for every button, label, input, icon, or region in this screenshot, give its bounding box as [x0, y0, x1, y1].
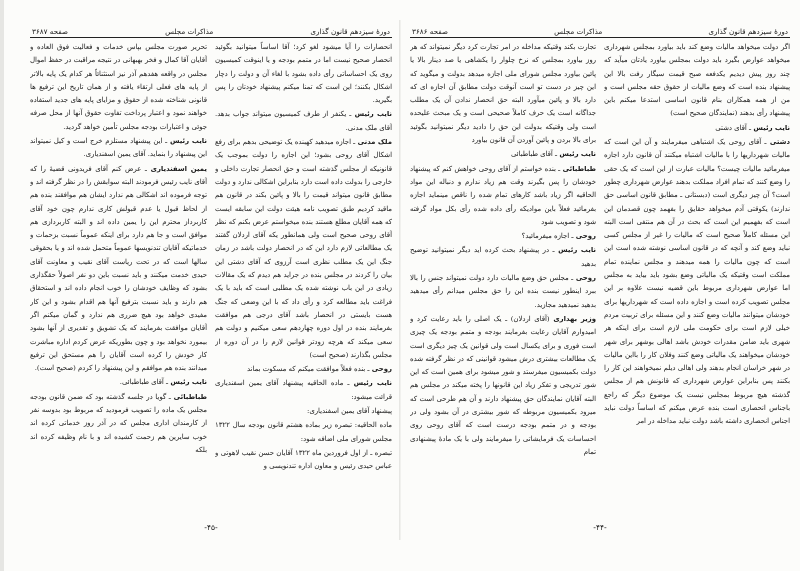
speech-paragraph [410, 148, 596, 161]
paragraph-text: (آقای اردلان) ـ یک اصلی را باید رعایت کرد و امیدوارم آقایان رعایت بفرمایند بودجه و متمم بودجه یک چیزی است فوری و برای یکسال است ولی قوانین یک چیز دیگری است یک مطالعات بیشتری درش میشود قوانینی که در نظر گرفته شده دولت بکمیسیون میفرستد و شور میشود برای همین است که این شور تدریجی و تفکر زیاد این قانونها را پخته میکند در مجلس هم البته آقایان نمایندگان حق پیشنهاد دارند و آن هم طرحی است که میرود بکمیسیون مربوطه که شور بیشتری در آن بشود ولی در بودجه و در متمم بودجه درست است که آقای روحی روی احساسات یک فرمایشاتی را میفرمایند ولی با یک مادهٔ پیشنهادی تمام [410, 314, 596, 456]
speech-paragraph [30, 376, 207, 389]
right-page-left-column [410, 41, 596, 519]
paragraph-text: ـ آقای طباطبائی. [119, 378, 169, 387]
speech-paragraph [410, 272, 596, 312]
right-page-right-column [604, 41, 790, 519]
speaker-name: ملک مدنی [355, 138, 392, 147]
right-page-folio: -۴۴- [593, 523, 607, 532]
speaker-name: نایب رئیس [168, 378, 207, 387]
paragraph-text: ـ بنده فعلاً موافقت میکنم که مسکوت بماند [246, 365, 370, 374]
paragraph-text: ـ اجازه میدهید کهبنده یک توضیحی بدهم برای رفع اشکال آقای روحی بشود؛ این اجازه را دولت بموجب یک قانونیکه از مجلس گذشته است و حق انحصار تجارت داخلی و خارجی را بدولت داده است دارد بنابراین اشکالی ندارد و دولت مطابق قانون میتواند قیمت را بالا و پائین بکند در قانون هم ماقید کردیم طبق تصویب نامه هیئت دولت این سابقه ایست که همه آقایان مطلع هستند بنده میخواستم عرض بکنم که نظر آقای روحی صحیح است ولی همانطور یکه آقای اردلان گفتند یک مطالعاتی لازم دارد این که در انحصار دولت باشد در زمان جنگ این یک مطلب نظری است آرزوی که آقای دشتی این بیان را کردند در مجلس بنده در جراید هم دیدم که یک مقالات زیادی در این باب نوشته شده یک مطلبی است که باید با یک فراغت باید مطالعه کرد و رأی داد که با این وضعی که جنگ هست بایستی در انحصار باشد آقای درجی هم موافقت بفرمایند بنده در اول دوره چهاردهم سعی میکنیم و دولت هم سعی میکند که هرچه زودتر قوانین لازم را در آن دوره از مجلس بگذارند (صحیح است) [215, 138, 392, 359]
paragraph-text: ـ در پیشنهاد بحث کرده اید دیگر نمیتوانید توضیح بدهید [410, 246, 596, 268]
text-paragraph [215, 41, 392, 107]
speech-paragraph [410, 244, 596, 271]
text-paragraph [30, 41, 207, 134]
left-page-columns [30, 41, 392, 519]
text-paragraph [215, 405, 392, 418]
speech-paragraph [410, 163, 596, 229]
paragraph-text: ـ آقای روحی یک اشتباهی میفرمایند و آن این است که مالیات شهرداریها را با مالیات اشتباه میکنند آن قانون دارد اجازه میفرمائید مالیات چیست؟ مالیات عبارت از این است که یک حقی را وضع کنند که تمام افراد مملکت بدهند عوارض شهرداری چطور است؟ آن چیز دیگری است (دبستانی ـ مطابق قانون اساسی حق ندارند) یکوقتی آدم میخواهد حقایق را بفهمد چون قصدمان این است که بفهمیم این است که بحث در آن هم منتفی است البته این مسئله کاملاً صحیح است که مالیات را غیر از مجلس کسی نباید وضع کند و آنچه که در قانون اساسی نوشته شده است این است که چون مالیات را همه میدهند و مجلس نماینده تمام مملکت است وقتیکه یک مالیاتی وضع بشود باید بیاید به مجلس اما عوارض شهرداری مربوط باین قضیه نیست علاوه بر این مجلس تصویب کرده است و اجازه داده است که شهرداریها برای خودشان میتوانند مالیات وضع کنند و این مسئله برای تربیت مردم خیلی لازم است برای حکومت ملی لازم است برای اینکه هر شهری باید ضامن مقدرات خودش باشد اهالی بوشهر برای شهر خودشان میخواهند یک مالیاتی وضع کنند وفلان کار را بااین مالیات در شهر خراسان انجام بدهند ولی اهالی دیلم نمیخواهند این کار را بکنند پس بنابراین عوارض شهرداری که قانونش هم از مجلس گذشته هیچ مربوط بمجلس نیست یک موضوع دیگر که راجع باجناس انحصاری است بنده عرض میکنم که اساساً دولت نباید اجناس انحصاری داشته باشد دولت نباید مداخله در امر [604, 138, 790, 426]
speaker-name: نایب رئیس [349, 379, 392, 388]
speaker-name: روحی [573, 274, 596, 283]
speaker-name: نایب رئیس [167, 137, 207, 146]
paragraph-text: ـ یکنفر از طرف کمیسیون میتواند جواب بدهد. آقای ملک مدنی. [215, 110, 392, 132]
speaker-name: وزیر بهداری [549, 314, 596, 323]
left-page-right-column [215, 41, 392, 519]
left-page-left-column [30, 41, 207, 519]
text-paragraph [410, 41, 596, 147]
right-page [410, 0, 790, 571]
text-paragraph [215, 419, 392, 446]
speaker-name: یمین اسفندیاری [146, 164, 207, 173]
right-page-columns [410, 41, 790, 519]
paragraph-text: ـ گویا در جلسه گذشته بود که ضمن قانون بودجه مجلس یک ماده را تصویب فرمودید که مربوط بود بدوسه نفر از کارمندان اداری مجلس که در آذر روز خدماتی کرده اند خوب سایرین هم زحمت کشیده اند و با نام وظیفه کرده اند بلکه [30, 392, 207, 454]
speech-paragraph [215, 363, 392, 376]
left-page [30, 0, 392, 571]
speech-paragraph [604, 136, 790, 429]
book-gutter [399, 20, 401, 540]
paragraph-text: ـ ماده الحاقیه پیشنهاد آقای یمین اسفندیاری قرائت میشود: [215, 379, 392, 401]
speaker-name: طباطبائی [560, 164, 596, 173]
speaker-name: روحی [573, 232, 596, 241]
session-title: دورهٔ سیزدهم قانون گذاری [708, 27, 788, 36]
paragraph-text: تبصره ـ از اول فروردین ماه ۱۳۲۲ آقایان حسن نقیب لاهوتی و عباس حیدی رئیس و معاون اداره تندنویسی و [215, 448, 392, 471]
session-title: دورهٔ سیزدهم قانون گذاری [310, 27, 390, 36]
speech-paragraph [215, 136, 392, 362]
text-paragraph [215, 447, 392, 474]
paragraph-text: ـ مجلس حق وضع مالیات دارد دولت نمیتواند جنس را بالا ببرد اینطور نیست بنده این را حق مجلس میدانم رأی میدهید بدهید نمیدهید مجازید. [410, 274, 596, 309]
speaker-name: طباطبائی [170, 392, 207, 401]
left-page-running-head [30, 22, 392, 36]
speaker-name: نایب رئیس [554, 246, 596, 255]
speaker-name: روحی [369, 365, 392, 374]
paragraph-text: انحصارات را آیا میشود لغو کرد؛ آقا اساساً میتوانید بگوئید انحصار صحیح نیست اما در متمم بودجه و یا اینوقت کمیسیون روی یک احساساتی رأی داده بشود با لغاء آن و دولت را دچار اشکال بکنند؛ این است که تمنا میکنم پیشنهاد خودتان را پس بگیرید. [215, 43, 392, 105]
speech-paragraph [410, 230, 596, 243]
header-rule [410, 37, 790, 38]
paragraph-text: تحریر صورت مجلس بپاس خدمات و فعالیت فوق العاده و آقایان آقا کمال و فخر بهبهانی در نتیجه مراقبت در حفظ اموال مجلس در واقعه هفدهم آذر نیز استثنائاً هر کدام یک پایه بالاتر از پایه های فعلی ارتقاء یافته و از همان تاریخ این ترفیع ها قانونی شناخته شده از حقوق و مزایای پایه های جدید استفاده خواهند نمود و اعتبار پرداخت تفاوت حقوق آنها از محل صرفه جوئی و اعتبارات بودجه مجلس تأمین خواهد گردید. [30, 43, 207, 131]
speaker-name: دشتی [766, 138, 790, 147]
speech-paragraph [215, 377, 392, 404]
section-title: مذاکرات مجلس [554, 27, 603, 36]
right-page-running-head [410, 22, 790, 36]
paragraph-text: ـ بنده خواستم از آقای روحی خواهش کنم که پیشنهاد خودشان را پس بگیرند وقت هم زیاد ندارم و دنباله این مواد الحاقیه اگر زیاد باشد کارهای تمام شده را ناقص مینماید اجازه بفرمائید فعلاً باین موادیکه رأی داده شده رأی بکل مواد گرفته شود و تصویب شود [410, 164, 596, 226]
speech-paragraph [604, 122, 790, 135]
left-page-folio: -۴۵- [204, 523, 218, 532]
section-title: مذاکرات مجلس [165, 27, 214, 36]
paragraph-text: ـ عرض کنم آقای فریدونی قضیهٔ را که آقای نایب رئیس فرمودند البته سوابقش را در نظر گرفته اند و توجه فرموده اند اشکالی هم ندارد ایشان هم موافقند بنده هم از لحاظ قبول یا عدم قبولش کاری ندارم چون خود آقای کاربرداز محترم این را یمین داده اند و البته کاربردازی هم موافق است و جا هم دارد برای اینکه عموماً نسبت بزحمات و خدماتیکه آقایان تندنویسها عموماً متحمل شده اند و یا بحقوقی سالها است که در تحت ریاست آقای نقیب و معاونت آقای حیدی خدمت میکنند و باید نسبت باین دو نفر اصولاً حقگذاری بشود که وظایف خودشان را خوب انجام داده اند و استحقاق هم دارند و باید نسبت بترفیع آنها هم اقدام بشود و این کار مفیدی خواهد بود هیچ ضرری هم ندارد و گمان میکنم اگر آقایان موافقت بفرمایند که یک تشویق و تقدیری از آنها بشود بیمورد نخواهد بود و چون بطوریکه عرض کردم اداره مباشرت کار خودش را کرده است آقایان را هم مستحق این ترفیع میدانند بنده هم موافقم و این پیشنهاد را کردم (صحیح است). [30, 164, 207, 373]
page-number-label: صفحه ۳۶۸۶ [412, 27, 448, 36]
header-rule [30, 37, 392, 38]
speaker-name: نایب رئیس [557, 150, 596, 159]
speech-paragraph [30, 163, 207, 376]
text-paragraph [604, 41, 790, 121]
scan-edge-shadow [0, 0, 4, 571]
paragraph-text: اگر دولت میخواهد مالیات وضع کند باید بیاورد بمجلس شهرداری میخواهد عوارض بگیرد باید دولت بمجلس بیاورد یادتان میآید که چند روز پیش دیدیم یکدفعه صبح قیمت سیگار رفت بالا این پیشنهاد بنده است که وضع مالیات از حقوق حقه مجلس است و من از همه همکاران بنام قانون اساسی استدعا میکنم باین پیشنهاد رأی بدهند (نمایندگان صحیح است) [604, 43, 790, 118]
paragraph-text: ـ آقای دشتی [715, 123, 752, 132]
speech-paragraph [410, 313, 596, 459]
speech-paragraph [215, 108, 392, 135]
speech-paragraph [30, 391, 207, 457]
paragraph-text: ـ این پیشنهاد مستلزم خرج است و کیل نمیتواند این پیشنهاد را بنماید. آقای یمین اسفندیاری. [30, 137, 207, 159]
page-number-label: صفحه ۳۶۸۷ [32, 27, 68, 36]
speaker-name: نایب رئیس [351, 110, 392, 119]
speaker-name: نایب رئیس [751, 123, 790, 132]
paragraph-text: ـ آقای طباطبائی [510, 150, 558, 159]
paragraph-text: تجارت بکند وقتیکه مداخله در امر تجارت کرد دیگر نمیتواند که هر روز بیاورد بمجلس که نرخ چلوار را یکشاهی یا صد دینار بالا یا پائین بیاورد مجلس شورای ملی اجازه میدهد بدولت و میگوید که این چیز در دست تو است آنوقت دولت مطابق آن اجازه ای که دارد بالا و پائین میآورد البته حق انحصار ندادن آن یک مطلب جداگانه است یک حرف کاملاً صحیحی است و یک مبحث علیحده است ولی وقتیکه بدولت این حق را دادید دیگر نمیتوانید بگوئید برای بالا بردن و پائین آوردن آن قانون بیاورد [410, 43, 596, 145]
speech-paragraph [30, 135, 207, 162]
paragraph-text: ماده الحاقیه: تبصره زیر بماده هشتم قانون بودجه سال ۱۳۲۲ مجلس شورای ملی اضافه شود: [215, 421, 392, 443]
paragraph-text: پیشنهاد آقای یمین اسفندیاری: [307, 407, 392, 416]
paragraph-text: ـ اجازه میفرمائید؟ [521, 232, 574, 241]
